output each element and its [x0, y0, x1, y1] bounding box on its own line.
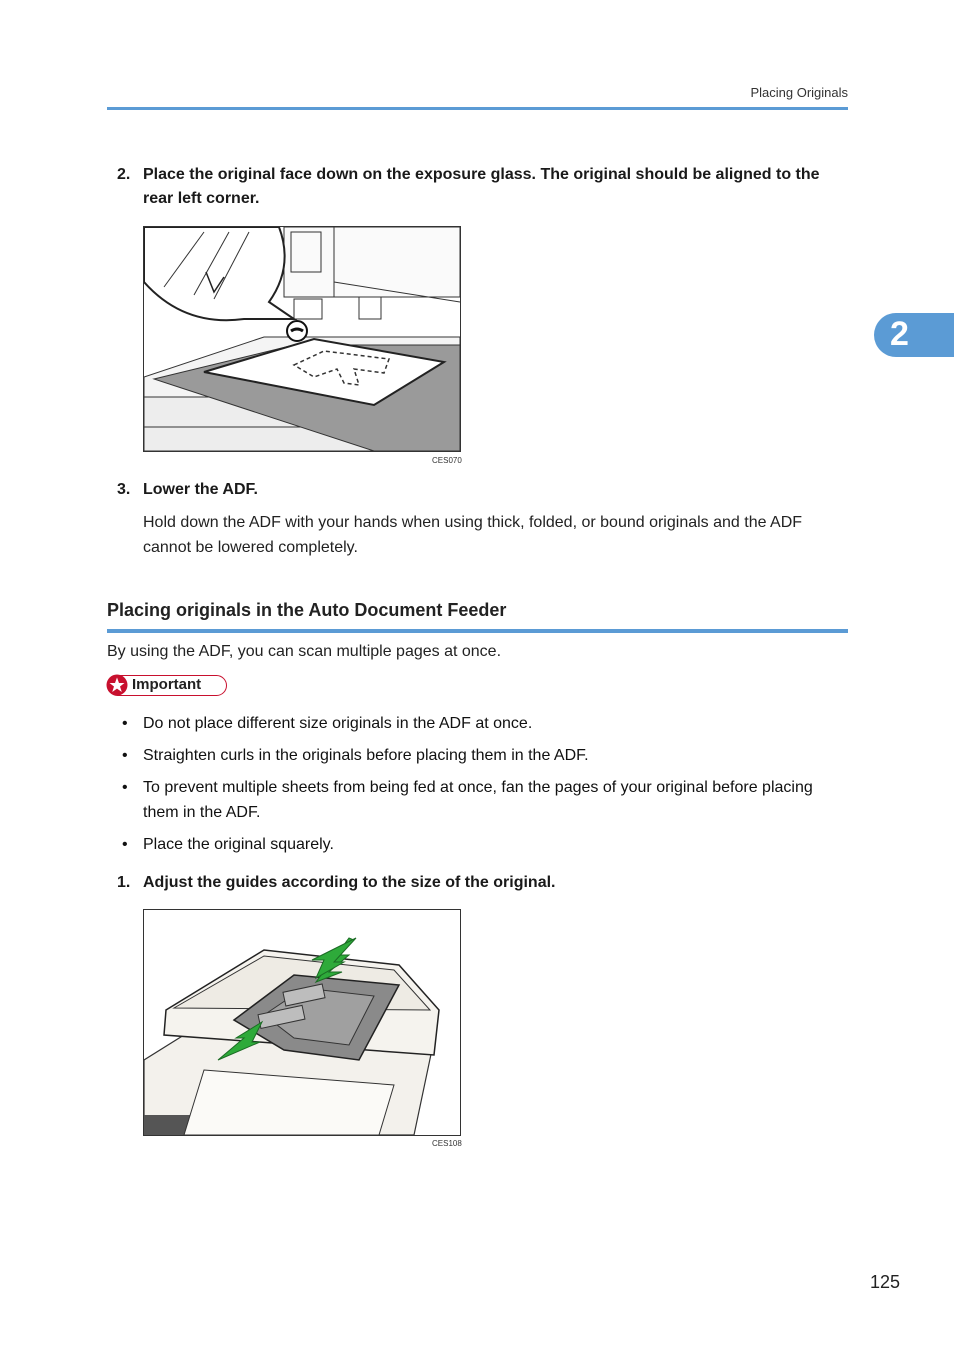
- bullet-dot: •: [122, 779, 128, 796]
- exposure-glass-illustration: [143, 226, 461, 452]
- bullet-dot: •: [122, 715, 128, 732]
- step-number: 2.: [117, 166, 131, 183]
- adf-guides-illustration: [143, 909, 461, 1136]
- bullet-text: To prevent multiple sheets from being fed at once, fan the pages of your original before placing them in the ADF.: [143, 779, 813, 821]
- running-header: Placing Originals: [750, 85, 848, 100]
- chapter-tab[interactable]: [874, 313, 954, 357]
- step-3-note: Hold down the ADF with your hands when using thick, folded, or bound originals and the ADF cannot be lowered completely.: [143, 514, 803, 556]
- page-number: 125: [869, 1272, 900, 1292]
- step-text: Adjust the guides according to the size of the original.: [143, 874, 556, 891]
- bullet-text: Do not place different size originals in the ADF at once.: [143, 715, 533, 732]
- step-number: 1.: [117, 874, 131, 891]
- step-3: [107, 478, 842, 504]
- bullet-dot: •: [122, 747, 128, 764]
- adf-drawing: [144, 910, 460, 1135]
- section-title: Placing originals in the Auto Document Feeder: [107, 600, 507, 620]
- bullet-dot: •: [122, 836, 128, 853]
- important-label: Important: [132, 676, 202, 693]
- figure-code: CES108: [432, 1139, 462, 1148]
- section-rule: [107, 629, 848, 633]
- step-text: Lower the ADF.: [143, 481, 258, 498]
- important-star-icon: [106, 674, 128, 696]
- chapter-number: 2: [890, 315, 909, 353]
- step-1: [107, 871, 842, 897]
- step-number: 3.: [117, 481, 131, 498]
- section-intro: By using the ADF, you can scan multiple pages at once.: [107, 643, 502, 660]
- step-2: [107, 163, 842, 213]
- exposure-glass-drawing: [144, 227, 460, 451]
- bullet-text: Straighten curls in the originals before placing them in the ADF.: [143, 747, 589, 764]
- figure-code: CES070: [432, 456, 462, 465]
- important-badge: [107, 675, 227, 696]
- header-rule: [107, 107, 848, 110]
- step-text: Place the original face down on the exposure glass. The original should be aligned to the rear left corner.: [143, 166, 820, 207]
- bullet-text: Place the original squarely.: [143, 836, 334, 853]
